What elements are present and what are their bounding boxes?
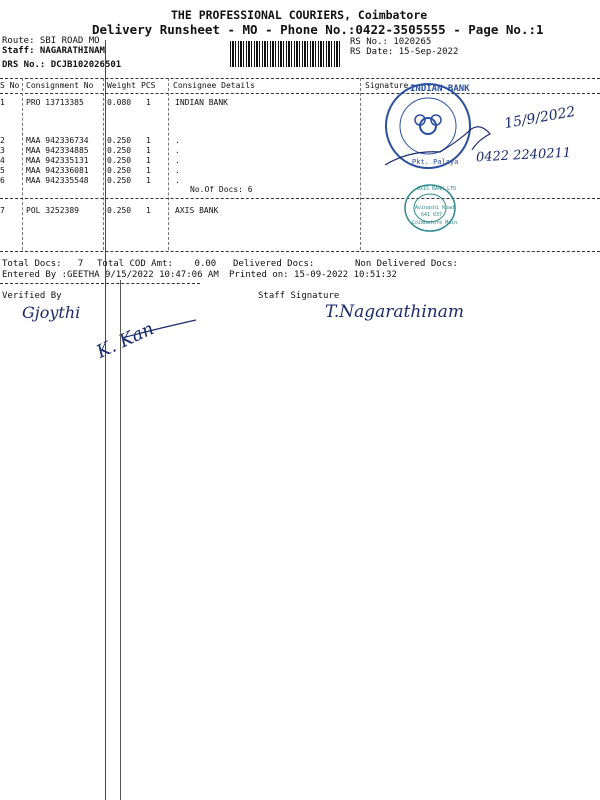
row-consignment: MAA 942335131 — [26, 156, 89, 165]
staff-handwritten-signature: T.Nagarathinam — [325, 302, 464, 322]
total-docs: Total Docs: 7 — [2, 259, 84, 269]
row-weight: 0.250 — [107, 156, 132, 165]
row-details: . — [175, 136, 180, 145]
col-pcs: PCS — [141, 81, 156, 90]
handwritten-date: 15/9/2022 — [503, 103, 577, 133]
row-details: AXIS BANK — [175, 206, 219, 215]
route: Route: SBI ROAD MO — [2, 36, 100, 46]
row-details: . — [175, 156, 180, 165]
scan-line — [105, 40, 106, 800]
row-pcs: 1 — [146, 156, 151, 165]
total-cod: Total COD Amt: 0.00 — [97, 259, 217, 269]
entered-by: Entered By :GEETHA 9/15/2022 10:47:06 AM — [2, 270, 219, 280]
company-name: THE PROFESSIONAL COURIERS, Coimbatore — [171, 8, 428, 22]
header-top-rule — [0, 78, 600, 79]
table-bottom-rule — [0, 251, 600, 252]
row-sno: 7 — [0, 206, 5, 215]
row-consignment: MAA 942336734 — [26, 136, 89, 145]
row-weight: 0.250 — [107, 176, 132, 185]
row-sno: 5 — [0, 166, 5, 175]
row-details: . — [175, 146, 180, 155]
row-sno: 6 — [0, 176, 5, 185]
rs-number: RS No.: 1020265 — [350, 37, 432, 47]
staff-signature-label: Staff Signature — [258, 291, 340, 301]
verified-signature-stroke — [120, 318, 200, 348]
col-signature: Signature — [365, 81, 409, 90]
no-of-docs: No.Of Docs: 6 — [190, 185, 253, 194]
group-rule — [0, 198, 600, 199]
scan-line — [120, 280, 121, 800]
header-bottom-rule — [0, 93, 600, 94]
row-pcs: 1 — [146, 206, 151, 215]
row-weight: 0.250 — [107, 206, 132, 215]
row-sno: 3 — [0, 146, 5, 155]
barcode — [230, 41, 340, 67]
indian-bank-stamp-text: INDIAN BANK — [410, 84, 470, 94]
axis-bank-stamp-pin: 641 037 — [421, 212, 443, 218]
non-delivered-docs: Non Delivered Docs: — [355, 259, 458, 269]
col-consignment: Consignment No — [26, 81, 94, 90]
col-sno: S No — [0, 81, 20, 90]
row-weight: 0.250 — [107, 136, 132, 145]
axis-bank-stamp-city: Coimbatore Main — [412, 220, 458, 226]
row-details: . — [175, 176, 180, 185]
row-consignment: POL 3252389 — [26, 206, 79, 215]
col-sep-3 — [168, 78, 169, 250]
delivered-docs: Delivered Docs: — [233, 259, 315, 269]
row-pcs: 1 — [146, 176, 151, 185]
row-sno: 4 — [0, 156, 5, 165]
row-sno: 1 — [0, 98, 5, 107]
verified-signature-2: K. Kan — [93, 318, 158, 363]
rs-date: RS Date: 15-Sep-2022 — [350, 47, 459, 57]
verified-by-label: Verified By — [2, 291, 62, 301]
printed-on: Printed on: 15-09-2022 10:51:32 — [229, 270, 397, 280]
axis-bank-stamp-text: AXIS BANK LTD — [417, 186, 457, 192]
col-weight: Weight — [107, 81, 136, 90]
col-sep-1 — [22, 78, 23, 250]
row-pcs: 1 — [146, 136, 151, 145]
axis-bank-stamp-address: Avinashi Road — [415, 205, 455, 211]
col-consignee: Consignee Details — [173, 81, 255, 90]
totals-rule — [0, 283, 200, 284]
row-sno: 2 — [0, 136, 5, 145]
row-details: . — [175, 166, 180, 175]
document-title: Delivery Runsheet - MO - Phone No.:0422-3505555 - Page No.:1 — [92, 22, 544, 37]
verified-signature: Gjoythi — [22, 303, 81, 322]
indian-bank-stamp-branch: Pkt. Palaya — [412, 158, 459, 166]
row-consignment: MAA 942336081 — [26, 166, 89, 175]
col-sep-2 — [103, 78, 104, 250]
row-weight: 0.250 — [107, 166, 132, 175]
signature-scribble — [380, 110, 500, 170]
row-consignment: PRO 13713385 — [26, 98, 84, 107]
row-weight: 0.080 — [107, 98, 132, 107]
row-details: INDIAN BANK — [175, 98, 228, 107]
staff: Staff: NAGARATHINAM — [2, 46, 105, 56]
row-consignment: MAA 942334885 — [26, 146, 89, 155]
handwritten-phone: 0422 2240211 — [475, 145, 572, 166]
row-pcs: 1 — [146, 98, 151, 107]
row-weight: 0.250 — [107, 146, 132, 155]
row-pcs: 1 — [146, 166, 151, 175]
col-sep-4 — [360, 78, 361, 250]
row-consignment: MAA 942335548 — [26, 176, 89, 185]
drs-number: DRS No.: DCJB102026501 — [2, 60, 122, 70]
row-pcs: 1 — [146, 146, 151, 155]
